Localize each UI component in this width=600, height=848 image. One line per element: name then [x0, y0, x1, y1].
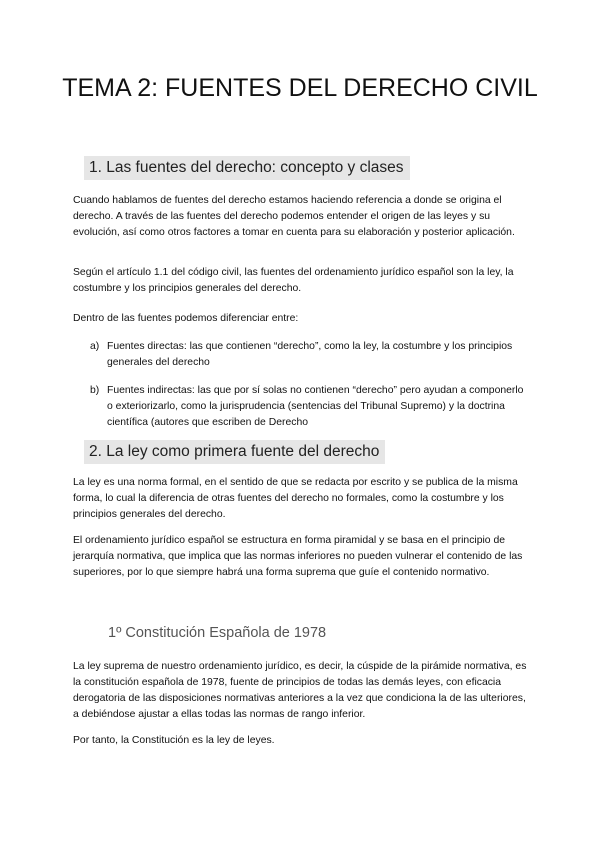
section-2-paragraph-2: El ordenamiento jurídico español se estructura en forma piramidal y se basa en el principio de jerarquía normativa, que implica que las normas inferiores no pueden vulnerar el contenido de las superiores, por lo que siempre habrá una forma suprema que guíe el contenido normativo.	[73, 535, 523, 578]
document-title: TEMA 2: FUENTES DEL DERECHO CIVIL	[62, 74, 538, 102]
list-item-text: Fuentes directas: las que contienen “derecho”, como la ley, la costumbre y los principios generales del derecho	[107, 341, 513, 368]
section-1-paragraph-2: Según el artículo 1.1 del código civil, las fuentes del ordenamiento jurídico español son la ley, la costumbre y los principios generales del derecho.	[73, 267, 514, 294]
section-1-paragraph-3: Dentro de las fuentes podemos diferenciar entre:	[73, 313, 299, 324]
list-marker: b)	[90, 385, 100, 396]
section-2-paragraph-4: Por tanto, la Constitución es la ley de leyes.	[73, 735, 275, 746]
subsection-heading: 1º Constitución Española de 1978	[108, 625, 327, 641]
list-item-text: Fuentes indirectas: las que por sí solas no contienen “derecho” pero ayudan a componerlo o exteriorizarlo, como la jurisprudencia (sentencias del Tribunal Supremo) y la doctrina científica (autores que escriben de Derecho	[107, 385, 524, 428]
section-2-heading: 2. La ley como primera fuente del derecho	[84, 440, 385, 464]
section-2-paragraph-1: La ley es una norma formal, en el sentido de que se redacta por escrito y se publica de la misma forma, lo cual la diferencia de otras fuentes del derecho no formales, como la costumbre y los principios generales del derecho.	[73, 477, 518, 520]
section-2-paragraph-3: La ley suprema de nuestro ordenamiento jurídico, es decir, la cúspide de la pirámide normativa, es la constitución española de 1978, fuente de principios de todas las demás leyes, con eficacia derogatoria de las disposiciones normativas anteriores a la vez que condiciona la de las ulteriores, a debiéndose ajustar a ellas todas las normas de rango inferior.	[73, 661, 527, 720]
section-1-paragraph-1: Cuando hablamos de fuentes del derecho estamos haciendo referencia a donde se origina el derecho. A través de las fuentes del derecho podemos entender el origen de las leyes y su evolución, así como otros factores a tomar en cuenta para su elaboración y posterior aplicación.	[73, 195, 515, 238]
section-1-heading: 1. Las fuentes del derecho: concepto y clases	[84, 156, 410, 180]
list-marker: a)	[90, 341, 100, 352]
